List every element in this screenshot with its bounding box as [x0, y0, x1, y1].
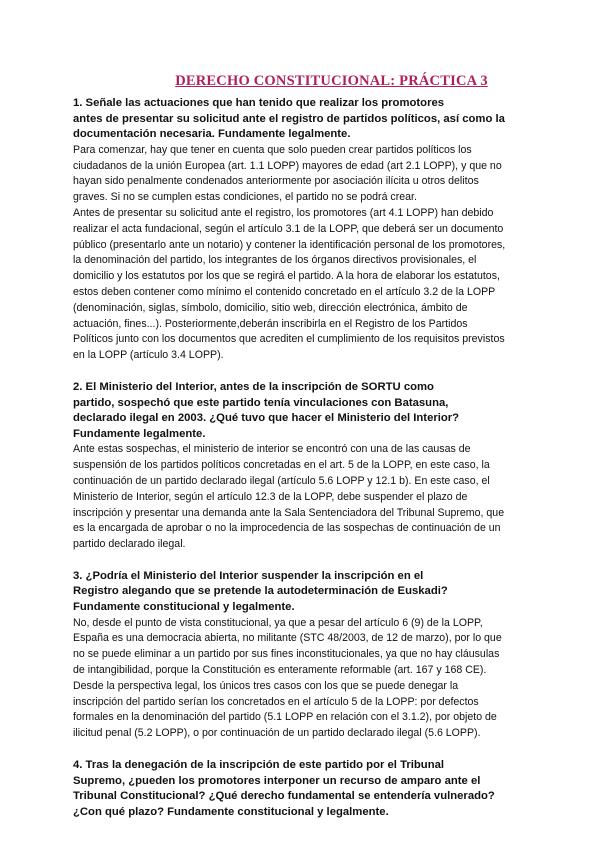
answer-line: estos deben contener como mínimo el contenido concretado en el artículo 3.2 de la LOPP: [73, 285, 496, 298]
answer-line: Antes de presentar su solicitud ante el registro, los promotores (art 4.1 LOPP) han debido: [73, 206, 494, 219]
question-line: Fundamente constitucional y legalmente.: [73, 601, 295, 614]
answer-line: (denominación, siglas, símbolo, domicilio, sitio web, dirección electrónica, ámbito de: [73, 301, 468, 314]
question-line: Fundamente legalmente.: [73, 427, 206, 440]
answer-line: de intangibilidad, porque la Constitución es enteramente reformable (art. 167 y 168 CE).: [73, 664, 487, 677]
page-title: DERECHO CONSTITUCIONAL: PRÁCTICA 3: [175, 73, 488, 89]
answer-line: domicilio y los estatutos por los que se regirá el partido. A la hora de elaborar los estatutos,: [73, 270, 500, 283]
answer-line: en la LOPP (artículo 3.4 LOPP).: [73, 349, 224, 362]
answer-line: España es una democracia abierta, no militante (STC 48/2003, de 12 de marzo), por lo que: [73, 632, 502, 645]
question-line: 1. Señale las actuaciones que han tenido que realizar los promotores: [73, 97, 445, 109]
sections-container: [73, 96, 560, 820]
answer-2: [73, 442, 560, 553]
question-line: Tribunal Constitucional? ¿Qué derecho fundamental se entendería vulnerado?: [73, 790, 495, 803]
question-line: 2. El Ministerio del Interior, antes de la inscripción de SORTU como: [73, 380, 434, 393]
answer-line: Ante estas sospechas, el ministerio de interior se encontró con una de las causas de: [73, 443, 471, 456]
question-2: [73, 380, 560, 442]
answer-line: continuación de un partido declarado ilegal (artículo 5.6 LOPP y 12.1 b). En este caso, el: [73, 474, 490, 487]
section-4: [73, 758, 560, 820]
question-line: 4. Tras la denegación de la inscripción de este partido por el Tribunal: [73, 759, 445, 772]
answer-line: inscripción y presentar una demanda ante la Sala Sentenciadora del Tribunal Supremo, que: [73, 506, 505, 519]
question-line: documentación necesaria. Fundamente legalmente.: [73, 128, 351, 141]
question-line: 3. ¿Podría el Ministerio del Interior suspender la inscripción en el: [73, 569, 424, 582]
section-1: [73, 96, 560, 364]
question-3: [73, 569, 560, 616]
answer-line: Políticos junto con los documentos que acrediten el cumplimiento de los requisitos previstos: [73, 333, 505, 346]
answer-line: ciudadanos de la unión Europea (art. 1.1 LOPP) mayores de edad (art 2.1 LOPP), y que no: [73, 159, 502, 172]
question-line: Supremo, ¿pueden los promotores interponer un recurso de amparo ante el: [73, 774, 481, 787]
answer-line: graves. Si no se cumplen estas condiciones, el partido no se podrá crear.: [73, 191, 417, 204]
answer-line: Para comenzar, hay que tener en cuenta que solo pueden crear partidos políticos los: [73, 143, 472, 156]
answer-line: no se puede eliminar a un partido por sus fines inconstitucionales, ya que no hay cláusulas: [73, 648, 500, 661]
question-line: ¿Con qué plazo? Fundamente constitucional y legalmente.: [73, 805, 389, 818]
answer-line: partido declarado ilegal.: [73, 538, 186, 551]
question-1: [73, 96, 560, 143]
question-line: Registro alegando que se pretende la autodeterminación de Euskadi?: [73, 585, 448, 598]
section-3: [73, 569, 560, 742]
answer-line: formales en la denominación del partido (5.1 LOPP en relación con el 3.1.2), por objeto de: [73, 711, 497, 724]
question-line: declarado ilegal en 2003. ¿Qué tuvo que hacer el Ministerio del Interior?: [73, 412, 460, 425]
question-line: partido, sospechó que este partido tenía vinculaciones con Batasuna,: [73, 396, 449, 409]
answer-line: Ministerio de Interior, según el artículo 12.3 de la LOPP, debe suspender el plazo de: [73, 490, 468, 503]
answer-line: es la encargada de aprobar o no la improcedencia de las sospechas de continuación de un: [73, 522, 501, 535]
question-line: antes de presentar su solicitud ante el registro de partidos políticos, así como la: [73, 112, 505, 125]
answer-line: hayan sido penalmente condenados anteriormente por asociación ilícita u otros delitos: [73, 175, 479, 188]
answer-line: No, desde el punto de vista constitucional, ya que a pesar del artículo 6 (9) de la LOPP,: [73, 616, 483, 629]
answer-line: actuación, fines...). Posteriormente,deberán inscribirla en el Registro de los Partidos: [73, 317, 468, 330]
section-2: [73, 380, 560, 553]
answer-1: [73, 143, 560, 364]
answer-line: suspensión de los partidos políticos concretadas en el art. 5 de la LOPP, en este caso, la: [73, 459, 490, 472]
answer-line: realizar el acta fundacional, según el artículo 3.1 de la LOPP, que deberá ser un documento: [73, 222, 504, 235]
answer-line: inscripción del partido serían los concretados en el artículo 5 de la LOPP: por defectos: [73, 695, 479, 708]
answer-line: la denominación del partido, los integrantes de los órganos directivos provisionales, el: [73, 254, 477, 267]
answer-line: público (presentarlo ante un notario) y contener la identificación personal de los promotores,: [73, 238, 506, 251]
question-4: [73, 758, 560, 820]
answer-3: [73, 616, 560, 742]
answer-line: ilicitud penal (5.2 LOPP), o por continuación de un partido declarado ilegal (5.6 LOPP).: [73, 727, 481, 740]
answer-line: Desde la perspectiva legal, los únicos tres casos con los que se puede denegar la: [73, 679, 459, 692]
